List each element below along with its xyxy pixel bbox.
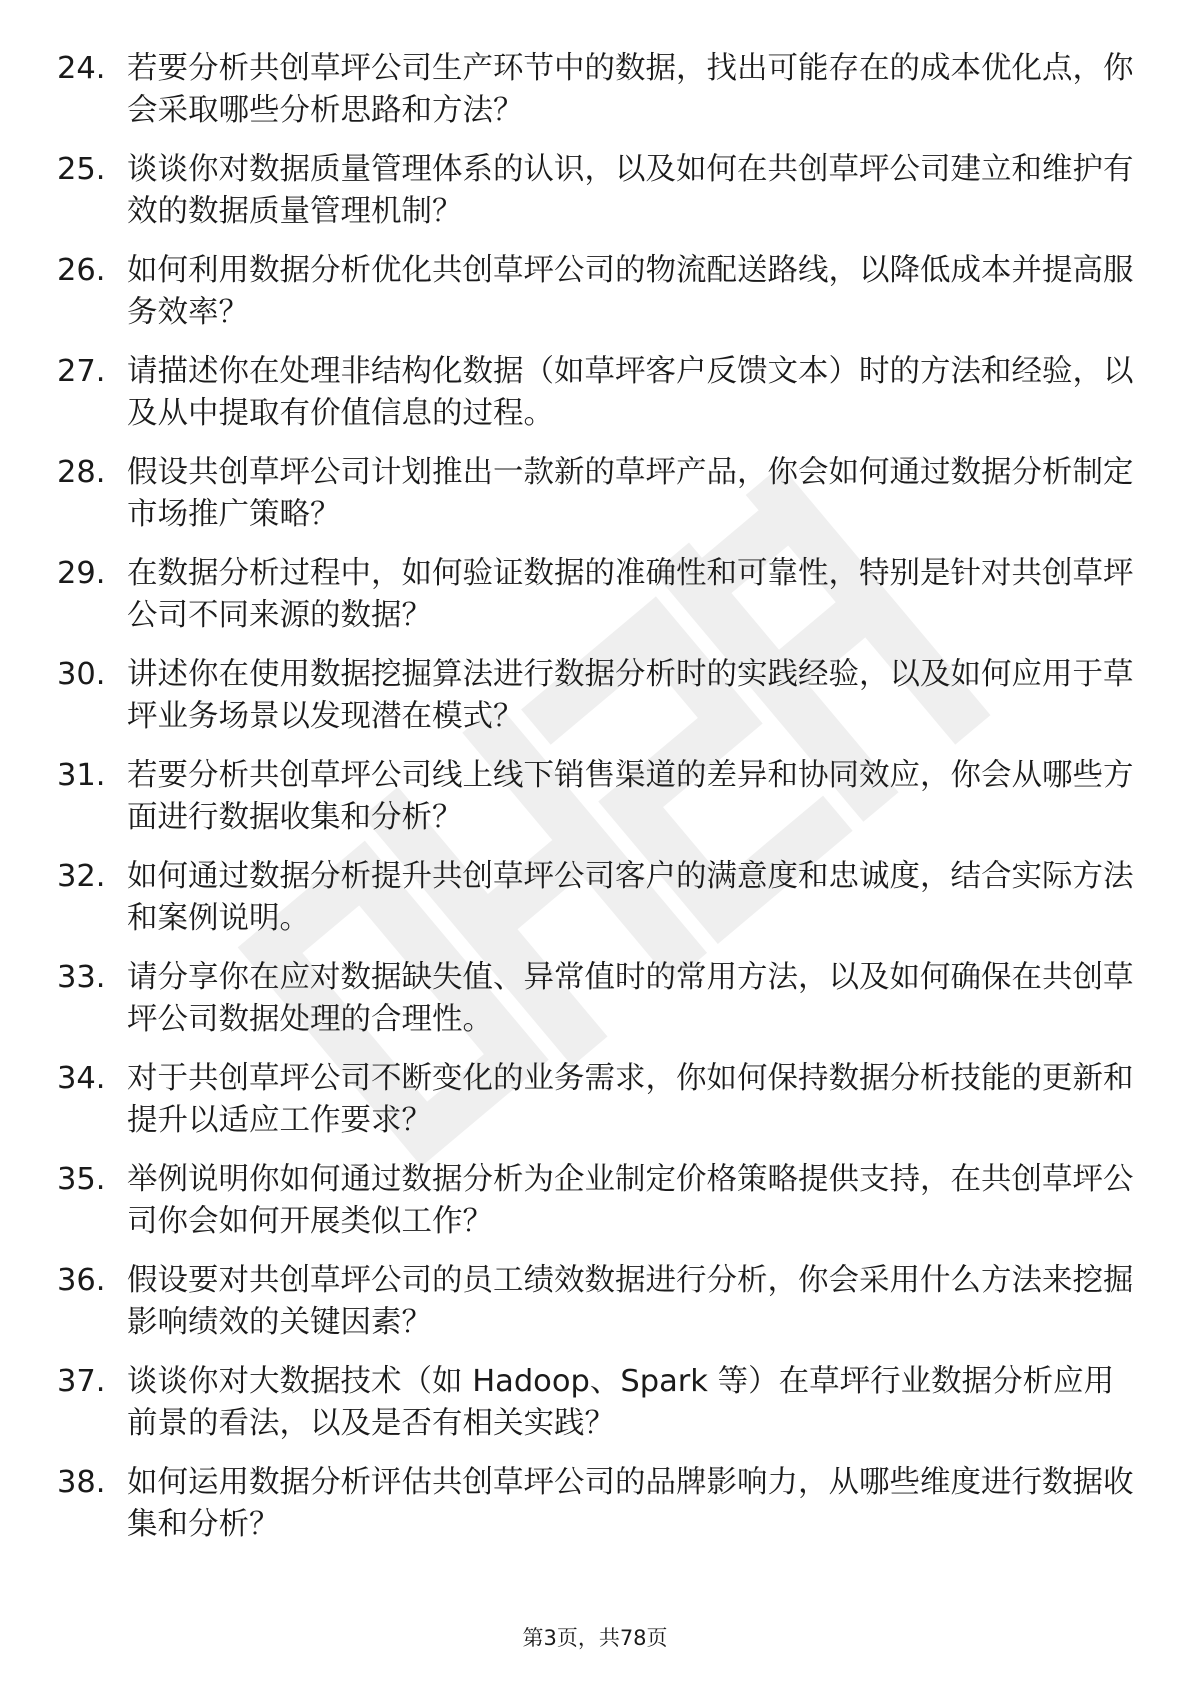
question-text: 如何运用数据分析评估共创草坪公司的品牌影响力，从哪些维度进行数据收集和分析？ — [127, 1465, 1134, 1542]
question-text: 假设共创草坪公司计划推出一款新的草坪产品，你会如何通过数据分析制定市场推广策略？ — [127, 455, 1134, 532]
question-number: 33. — [57, 960, 106, 995]
question-number: 26. — [57, 253, 106, 288]
question-item — [57, 250, 1137, 334]
question-number: 28. — [57, 455, 106, 490]
question-number: 32. — [57, 859, 106, 894]
question-item — [57, 1159, 1137, 1243]
question-number: 27. — [57, 354, 106, 389]
question-text: 如何利用数据分析优化共创草坪公司的物流配送路线，以降低成本并提高服务效率？ — [127, 253, 1134, 330]
question-item — [57, 1462, 1137, 1546]
question-number: 37. — [57, 1364, 106, 1399]
question-number: 31. — [57, 758, 106, 793]
question-item — [57, 957, 1137, 1041]
question-text: 请分享你在应对数据缺失值、异常值时的常用方法，以及如何确保在共创草坪公司数据处理的合理性。 — [127, 960, 1134, 1037]
question-item — [57, 755, 1137, 839]
question-item — [57, 654, 1137, 738]
question-text: 对于共创草坪公司不断变化的业务需求，你如何保持数据分析技能的更新和提升以适应工作要求？ — [127, 1061, 1134, 1138]
question-number: 35. — [57, 1162, 106, 1197]
page-number: 第3页，共78页 — [522, 1626, 668, 1650]
question-item — [57, 452, 1137, 536]
question-item — [57, 553, 1137, 637]
question-text: 讲述你在使用数据挖掘算法进行数据分析时的实践经验，以及如何应用于草坪业务场景以发现潜在模式？ — [127, 657, 1134, 734]
question-number: 38. — [57, 1465, 106, 1500]
question-text: 在数据分析过程中，如何验证数据的准确性和可靠性，特别是针对共创草坪公司不同来源的数据？ — [127, 556, 1134, 633]
question-number: 24. — [57, 51, 106, 86]
question-text: 若要分析共创草坪公司生产环节中的数据，找出可能存在的成本优化点，你会采取哪些分析思路和方法？ — [127, 51, 1134, 128]
page-footer — [0, 1624, 1190, 1652]
question-text: 举例说明你如何通过数据分析为企业制定价格策略提供支持，在共创草坪公司你会如何开展类似工作？ — [127, 1162, 1134, 1239]
question-number: 36. — [57, 1263, 106, 1298]
question-item — [57, 1260, 1137, 1344]
question-list — [57, 48, 1137, 1563]
question-text: 假设要对共创草坪公司的员工绩效数据进行分析，你会采用什么方法来挖掘影响绩效的关键因素？ — [127, 1263, 1134, 1340]
question-text: 请描述你在处理非结构化数据（如草坪客户反馈文本）时的方法和经验，以及从中提取有价值信息的过程。 — [127, 354, 1134, 431]
question-number: 25. — [57, 152, 106, 187]
question-number: 34. — [57, 1061, 106, 1096]
question-text: 如何通过数据分析提升共创草坪公司客户的满意度和忠诚度，结合实际方法和案例说明。 — [127, 859, 1134, 936]
question-text: 谈谈你对大数据技术（如 Hadoop、Spark 等）在草坪行业数据分析应用前景的看法，以及是否有相关实践？ — [127, 1364, 1115, 1441]
question-item — [57, 351, 1137, 435]
question-item — [57, 1058, 1137, 1142]
question-item — [57, 149, 1137, 233]
question-text: 谈谈你对数据质量管理体系的认识，以及如何在共创草坪公司建立和维护有效的数据质量管理机制？ — [127, 152, 1134, 229]
question-number: 29. — [57, 556, 106, 591]
question-number: 30. — [57, 657, 106, 692]
question-item — [57, 1361, 1137, 1445]
question-text: 若要分析共创草坪公司线上线下销售渠道的差异和协同效应，你会从哪些方面进行数据收集和分析？ — [127, 758, 1134, 835]
question-item — [57, 48, 1137, 132]
question-item — [57, 856, 1137, 940]
